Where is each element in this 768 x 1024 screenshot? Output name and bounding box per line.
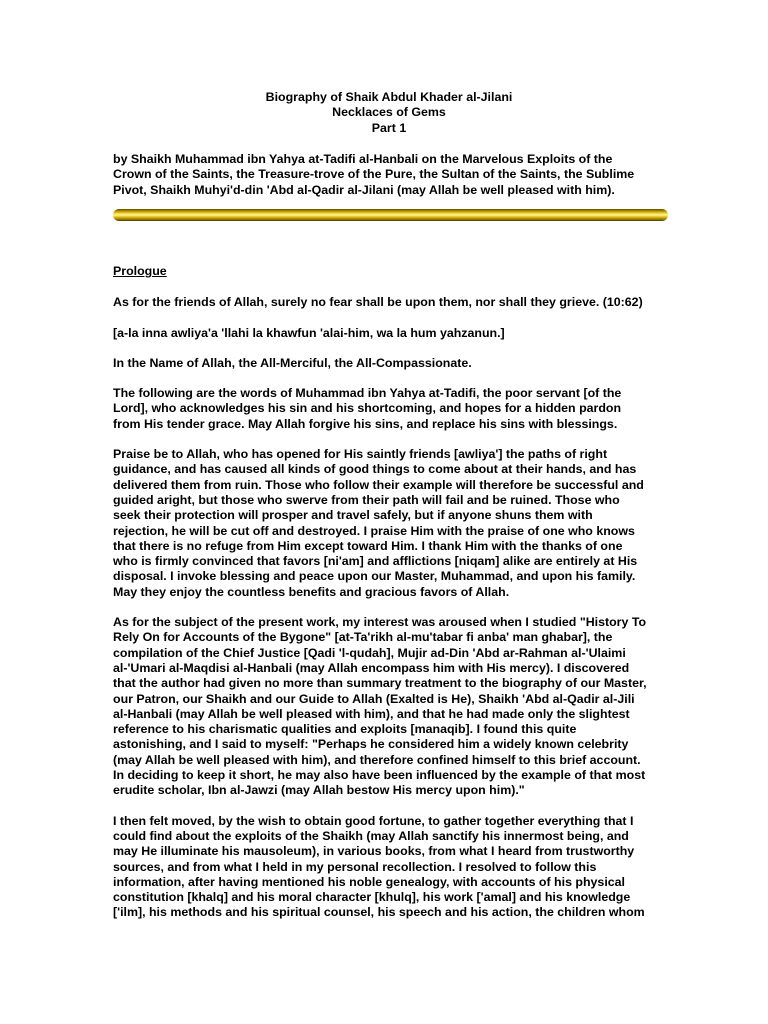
paragraph-line: guided aright, but those who swerve from their path will fail and be ruined. Those who	[113, 492, 620, 507]
byline	[113, 152, 673, 198]
paragraph-line: our Patron, our Shaikh and our Guide to Allah (Exalted is He), Shaikh 'Abd al-Qadir al-Jili	[113, 691, 635, 706]
paragraph-line: guidance, and has caused all kinds of good things to come about at their hands, and has	[113, 462, 637, 477]
paragraph	[113, 356, 673, 371]
paragraph	[113, 326, 673, 341]
paragraph-line: In deciding to keep it short, he may also have been influenced by the example of that most	[113, 768, 646, 783]
paragraph-line: who is firmly convinced that favors [ni'am] and afflictions [niqam] alike are entirely at His	[113, 554, 638, 569]
paragraph-line: As for the subject of the present work, my interest was aroused when I studied "History To	[113, 615, 647, 630]
paragraph	[113, 295, 673, 310]
section-heading: Prologue	[113, 264, 167, 278]
paragraph-line: ['ilm], his methods and his spiritual counsel, his speech and his action, the children whom	[113, 905, 645, 920]
paragraph-line: As for the friends of Allah, surely no fear shall be upon them, nor shall they grieve. (10:62)	[113, 295, 643, 310]
paragraph-line: I then felt moved, by the wish to obtain good fortune, to gather together everything that I	[113, 813, 634, 828]
paragraph-line: al-'Umari al-Maqdisi al-Hanbali (may Allah encompass him with His mercy). I discovered	[113, 660, 630, 675]
paragraph-line: erudite scholar, Ibn al-Jawzi (may Allah bestow His mercy upon him)."	[113, 783, 525, 798]
paragraph-line: that there is no refuge from Him except toward Him. I thank Him with the thanks of one	[113, 538, 623, 553]
byline-line: Crown of the Saints, the Treasure-trove of the Pure, the Sultan of the Saints, the Sublime	[113, 167, 635, 182]
paragraph-line: that the author had given no more than summary treatment to the biography of our Master,	[113, 676, 647, 691]
paragraph-line: In the Name of Allah, the All-Merciful, the All-Compassionate.	[113, 355, 472, 370]
gold-divider	[113, 209, 668, 221]
document-title: Biography of Shaik Abdul Khader al-Jilani	[265, 90, 513, 104]
paragraph-line: reference to his charismatic qualities and exploits [manaqib]. I found this quite	[113, 722, 577, 737]
document-part: Part 1	[371, 120, 407, 135]
paragraph-line: delivered them from ruin. Those who follow their example will therefore be successful and	[113, 477, 644, 492]
paragraph-line: Rely On for Accounts of the Bygone" [at-Ta'rikh al-mu'tabar fi anba' man ghabar], the	[113, 630, 613, 645]
paragraph-line: compilation of the Chief Justice [Qadi 'l-qudah], Mujir ad-Din 'Abd ar-Rahman al-'Ulaimi	[113, 645, 626, 660]
paragraph	[113, 615, 673, 799]
paragraph-line: Lord], who acknowledges his sin and his shortcoming, and hopes for a hidden pardon	[113, 401, 622, 416]
paragraph-line: from His tender grace. May Allah forgive his sins, and replace his sins with blessings.	[113, 416, 618, 431]
paragraph	[113, 447, 673, 600]
prologue-section	[113, 264, 673, 936]
paragraph-line: rejection, he will be cut off and destroyed. I praise Him with the praise of one who knows	[113, 523, 635, 538]
paragraph-line: may He illuminate his mausoleum), in various books, from what I heard from trustworthy	[113, 844, 635, 859]
paragraph-line: constitution [khalq] and his moral character [khulq], his work ['amal] and his knowledge	[113, 890, 631, 905]
paragraph-line: Praise be to Allah, who has opened for His saintly friends [awliya'] the paths of right	[113, 447, 608, 462]
paragraph-line: disposal. I invoke blessing and peace upon our Master, Muhammad, and upon his family.	[113, 569, 636, 584]
document-subtitle: Necklaces of Gems	[332, 105, 446, 120]
paragraph	[113, 814, 673, 921]
title-block	[112, 90, 666, 136]
paragraph-line: astonishing, and I said to myself: "Perhaps he considered him a widely known celebrity	[113, 737, 629, 752]
byline-line: Pivot, Shaikh Muhyi'd-din 'Abd al-Qadir al-Jilani (may Allah be well pleased with him).	[113, 182, 615, 197]
paragraph-line: May they enjoy the countless benefits and gracious favors of Allah.	[113, 584, 510, 599]
paragraph-line: The following are the words of Muhammad ibn Yahya at-Tadifi, the poor servant [of the	[113, 386, 622, 401]
paragraph-line: seek their protection will prosper and travel safely, but if anyone shuns them with	[113, 508, 593, 523]
paragraph	[113, 386, 673, 432]
byline-line: by Shaikh Muhammad ibn Yahya at-Tadifi al-Hanbali on the Marvelous Exploits of the	[113, 152, 613, 166]
paragraph-line: (may Allah be well pleased with him), and therefore confined himself to this brief account.	[113, 752, 641, 767]
paragraph-line: [a-la inna awliya'a 'llahi la khawfun 'alai-him, wa la hum yahzanun.]	[113, 325, 505, 340]
paragraph-line: al-Hanbali (may Allah be well pleased with him), and that he had made only the slightest	[113, 706, 630, 721]
paragraph-line: information, after having mentioned his noble genealogy, with accounts of his physical	[113, 874, 625, 889]
paragraph-line: could find about the exploits of the Shaikh (may Allah sanctify his innermost being, and	[113, 828, 629, 843]
paragraph-line: sources, and from what I held in my personal recollection. I resolved to follow this	[113, 859, 597, 874]
